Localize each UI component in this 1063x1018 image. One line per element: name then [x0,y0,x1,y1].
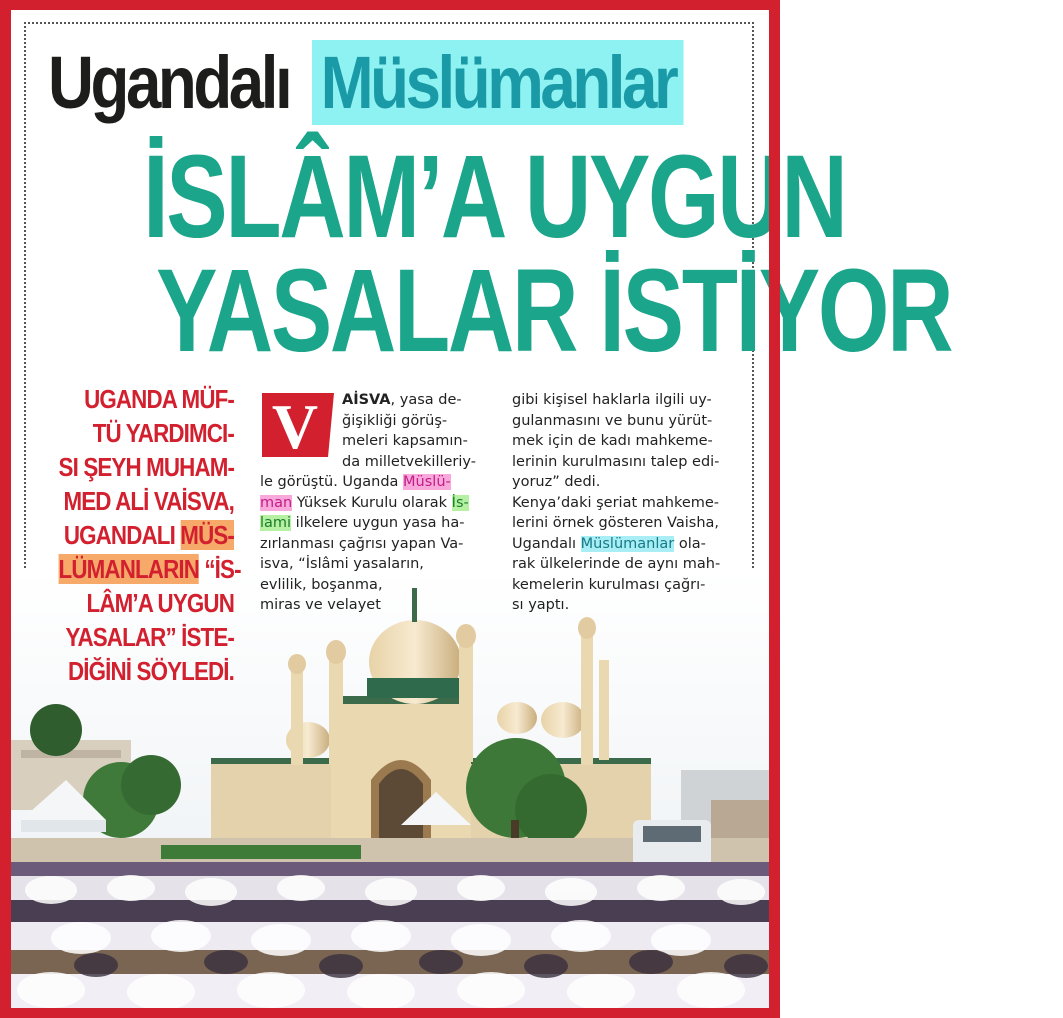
highlight-lami: lami [260,515,292,531]
article-column-2: gibi kişisel haklarla ilgili uy- gulanmasını ve bunu yürüt- mek için de kadı mahkeme- lerinin kurulmasını talep edi- yoruz” dedi. Kenya’daki şeriat mahkeme- lerini örnek gösteren Vaisha, Ugandalı Müslümanlar ola- rak ülkelerinde de aynı mah- kemelerin kurulması çağrı- sı yaptı. [512,392,721,613]
lede-line: LÂM’A UYGUN [86,588,234,618]
lede-line: TÜ YARDIMCI- [92,418,234,448]
kicker-word-2: Müslümanlar [312,40,684,125]
lede-line: YASALAR” İSTE- [65,622,234,652]
lede-line: DİĞİNİ SÖYLEDİ. [67,656,234,686]
lede-line: SI ŞEYH MUHAM- [58,452,235,482]
dropcap-letter: V [271,391,319,462]
lede-highlight: MÜS- [180,520,234,550]
kicker [48,40,745,124]
article-column-1: AİSVA, yasa de- ğişikliği görüş- meleri kapsamın- da milletvekilleriy- le görüştü. Uganda Müslü- man Yüksek Kurulu olarak İs- lami ilkelere uygun yasa ha- zırlanması çağrısı yapan Va- isva, “İslâmi yasaların, evlilik, boşanma, miras ve velayet [260,392,476,613]
highlight-muslu: Müslü- [403,474,451,490]
lede-summary [30,382,241,688]
highlight-man: man [260,494,293,511]
lede-line: UGANDALI MÜS- [63,520,234,550]
headline-line-2: YASALAR İSTİYOR [156,245,952,377]
dropcap-v [262,391,334,462]
headline-line-1: İSLÂM’A UYGUN [143,131,846,263]
highlight-muslumanlar: Müslümanlar [580,535,675,552]
kicker-word-1: Ugandalı [48,40,290,124]
lede-line: LÜMANLARIN “İS- [58,554,241,584]
lede-highlight: LÜMANLARIN [58,554,200,584]
lede-line: UGANDA MÜF- [84,384,234,414]
highlight-is: İs- [451,494,469,511]
lede-line: MED ALİ VAİSVA, [63,486,234,516]
